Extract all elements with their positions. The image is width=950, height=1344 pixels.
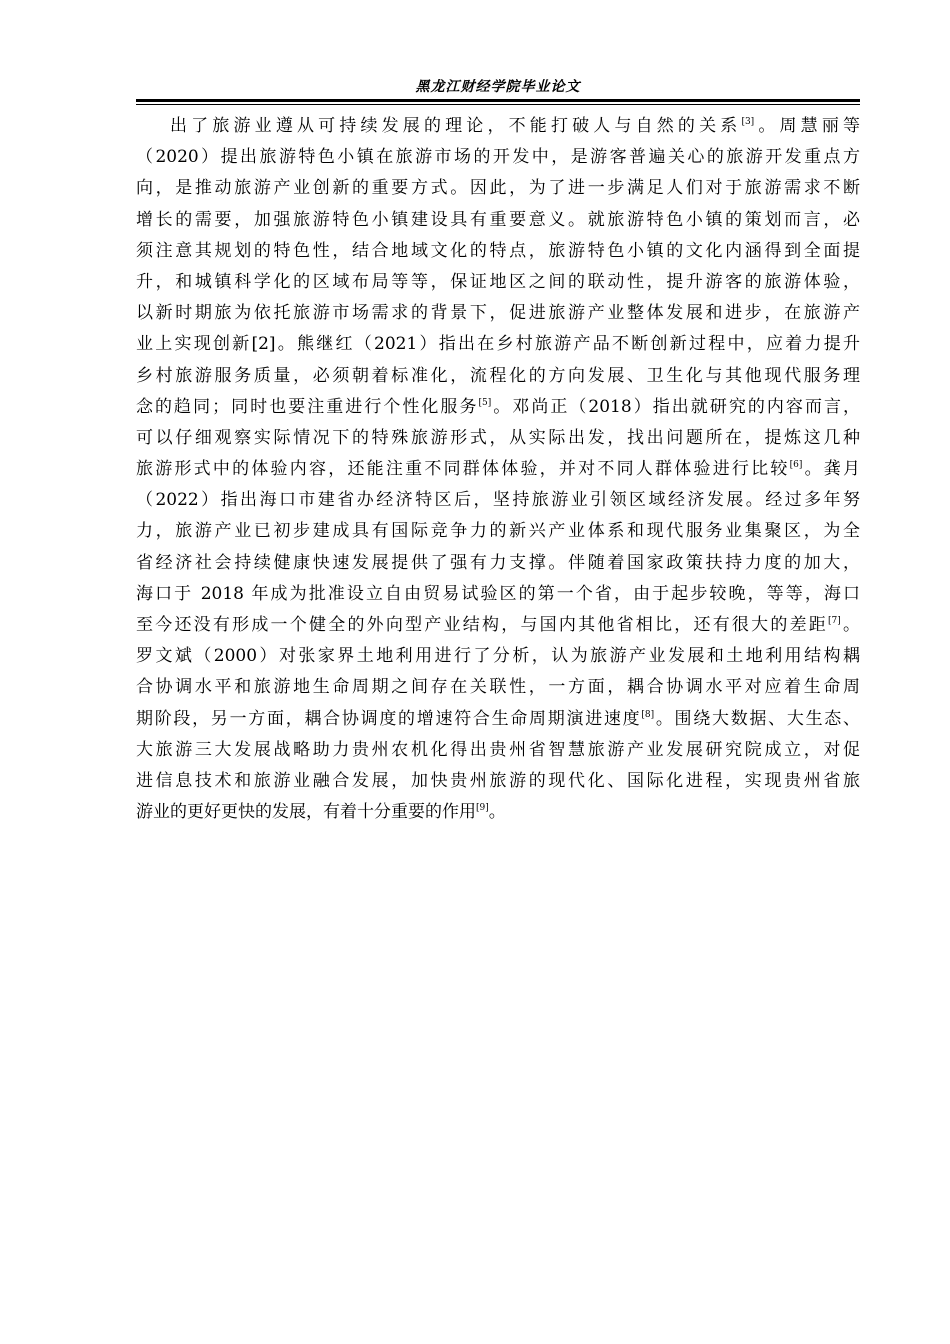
citation: [3]: [741, 117, 755, 127]
text-line: 出了旅游业遵从可持续发展的理论，不能打破人与自然的关系[3]。周慧丽等: [170, 116, 861, 136]
text-line: （2022）指出海口市建省办经济特区后，坚持旅游业引领区域经济发展。经过多年努: [136, 490, 860, 511]
text-line: 增长的需要，加强旅游特色小镇建设具有重要意义。就旅游特色小镇的策划而言，必: [136, 209, 860, 230]
text-line: 须注意其规划的特色性，结合地域文化的特点，旅游特色小镇的文化内涵得到全面提: [136, 240, 860, 261]
text-line: 业上实现创新[2]。熊继红（2021）指出在乡村旅游产品不断创新过程中，应着力提升: [136, 334, 860, 355]
citation: [8]: [641, 709, 655, 720]
body-paragraph: [136, 111, 860, 828]
text-line: 进信息技术和旅游业融合发展，加快贵州旅游的现代化、国际化进程，实现贵州省旅: [136, 770, 860, 791]
citation: [9]: [476, 803, 489, 814]
text-line: 海口于 2018 年成为批准设立自由贸易试验区的第一个省，由于起步较晚，等等，海口: [136, 583, 860, 604]
citation: [6]: [789, 460, 803, 471]
text-line: 乡村旅游服务质量，必须朝着标准化，流程化的方向发展、卫生化与其他现代服务理: [136, 365, 860, 386]
page-header-title: 黑龙江财经学院毕业论文: [415, 79, 581, 95]
text-line: 念的趋同；同时也要注重进行个性化服务[5]。邓尚正（2018）指出就研究的内容而言，: [136, 396, 861, 417]
text-line: 游业的更好更快的发展，有着十分重要的作用[9]。: [136, 802, 506, 823]
text-line: 省经济社会持续健康快速发展提供了强有力支撑。伴随着国家政策扶持力度的加大，: [136, 552, 860, 573]
text-line: 罗文斌（2000）对张家界土地利用进行了分析，认为旅游产业发展和土地利用结构耦: [136, 646, 860, 667]
text-line: 以新时期旅为依托旅游市场需求的背景下，促进旅游产业整体发展和进步，在旅游产: [136, 303, 860, 324]
text-line: 力，旅游产业已初步建成具有国际竞争力的新兴产业体系和现代服务业集聚区，为全: [136, 521, 860, 542]
text-line: 合协调水平和旅游地生命周期之间存在关联性，一方面，耦合协调水平对应着生命周: [136, 677, 860, 698]
text-line: （2020）提出旅游特色小镇在旅游市场的开发中，是游客普遍关心的旅游开发重点方: [136, 147, 860, 168]
text-line: 升，和城镇科学化的区域布局等等，保证地区之间的联动性，提升游客的旅游体验，: [136, 271, 860, 292]
citation: [7]: [828, 616, 841, 626]
text-line: 至今还没有形成一个健全的外向型产业结构，与国内其他省相比，还有很大的差距[7]。: [136, 615, 861, 635]
citation: [5]: [478, 397, 492, 408]
text-line: 向，是推动旅游产业创新的重要方式。因此，为了进一步满足人们对于旅游需求不断: [136, 178, 860, 199]
text-line: 大旅游三大发展战略助力贵州农机化得出贵州省智慧旅游产业发展研究院成立，对促: [136, 739, 860, 760]
header-rule-thick: [136, 99, 860, 102]
text-line: 期阶段，另一方面，耦合协调度的增速符合生命周期演进速度[8]。围绕大数据、大生态、: [136, 708, 861, 729]
text-line: 旅游形式中的体验内容，还能注重不同群体体验，并对不同人群体验进行比较[6]。龚月: [136, 459, 861, 480]
header-rule-thin: [136, 104, 860, 105]
text-line: 可以仔细观察实际情况下的特殊旅游形式，从实际出发，找出问题所在，提炼这几种: [136, 427, 860, 448]
